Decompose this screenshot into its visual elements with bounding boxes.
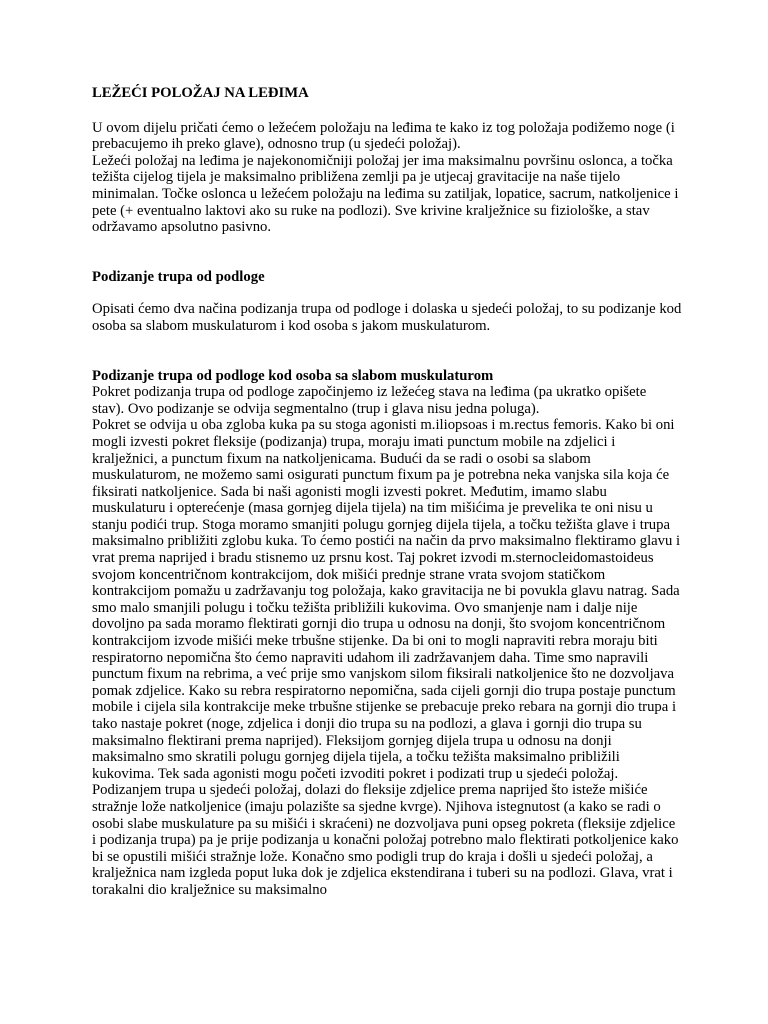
section-paragraph-lifting-trunk: Opisati ćemo dva načina podizanja trupa od podloge i dolaska u sjedeći položaj, to su podizanje kod osoba sa slabom muskulaturom i kod osoba s jakom muskulaturom. (92, 301, 682, 334)
weak-muscles-paragraph-2: Pokret se odvija u oba zgloba kuka pa su stoga agonisti m.iliopsoas i m.rectus femoris. Kako bi oni mogli izvesti pokret fleksije (podizanja) trupa, moraju imati punctum mobile na zdjelici i kralježnici, a punctum fixum na natkoljenicama. Budući da se radi o osobi sa slabom muskulaturom, ne možemo sami osigurati punctum fixum pa je potrebna neka vanjska sila koja će fiksirati natkoljenice. Sada bi naši agonisti mogli izvesti pokret. Međutim, imamo slabu muskulaturu i opterećenje (masa gornjeg dijela tijela) na tim mišićima je prevelika te oni nisu u stanju podići trup. Stoga moramo smanjiti polugu gornjeg dijela tijela, a točku težišta glave i trupa maksimalno približiti zglobu kuka. To ćemo postići na način da prvo maksimalno flektiramo glavu i vrat prema naprijed i bradu stisnemo uz prsnu kost. Taj pokret izvodi m.sternocleidomastoideus svojom koncentričnom kontrakcijom, dok mišići prednje strane vrata svojom statičkom kontrakcijom pomažu u zadržavanju tog položaja, kako gravitacija ne bi povukla glavu natrag. Sada smo malo smanjili polugu i točku težišta približili kukovima. Ovo smanjenje nam i dalje nije dovoljno pa sada moramo flektirati gornji dio trupa u odnosu na donji, što svojom koncentričnom kontrakcijom izvode mišići meke trbušne stijenke. Da bi oni to mogli napraviti rebra moraju biti respiratorno nepomična što ćemo napraviti udahom ili zadržavanjem daha. Time smo napravili punctum fixum na rebrima, a već prije smo vanjskom silom fiksirali natkoljenice što ne dozvoljava pomak zdjelice. Kako su rebra respiratorno nepomična, sada cijeli gornji dio trupa postaje punctum mobile i cijela sila kontrakcije meke trbušne stijenke se prebacuje preko rebara na gornji dio trupa i tako nastaje pokret (noge, zdjelica i donji dio trupa su na podlozi, a glava i gornji dio trupa su maksimalno flektirani prema naprijed). Fleksijom gornjeg dijela trupa u odnosu na donji maksimalno smo skratili polugu gornjeg dijela tijela, a točku težišta maksimalno približili kukovima. Tek sada agonisti mogu početi izvoditi pokret i podizati trup u sjedeći položaj. Podizanjem trupa u sjedeći položaj, dolazi do fleksije zdjelice prema naprijed što isteže mišiće stražnje lože natkoljenice (imaju polazište sa sjedne kvrge). Njihova istegnutost (a kako se radi o osobi slabe muskulature pa su mišići i skraćeni) ne dozvoljava puni opseg pokreta (fleksije zdjelice i podizanja trupa) pa je prije podizanja u konačni položaj potrebno malo flektirati potkoljenice kako bi se opustili mišići stražnje lože. Konačno smo podigli trup do kraja i došli u sjedeći položaj, a kralježnica nam izgleda poput luka dok je zdjelica ekstendirana i tuberi su na podlozi. Glava, vrat i torakalni dio kralježnice su maksimalno (92, 417, 681, 898)
weak-muscles-paragraph-1: Pokret podizanja trupa od podloge započinjemo iz ležećeg stava na leđima (pa ukratko opišete stav). Ovo podizanje se odvija segmentalno (trup i glava nisu jedna poluga). (92, 384, 647, 417)
section-heading-lifting-trunk: Podizanje trupa od podloge (92, 268, 265, 285)
intro-paragraph-2: Ležeći položaj na leđima je najekonomičniji položaj jer ima maksimalnu površinu oslonca, a točka težišta cijelog tijela je maksimalno približena zemlji pa je utjecaj gravitacije na naše tijelo minimalan. Točke oslonca u ležećem položaju na leđima su zatiljak, lopatice, sacrum, natkoljenice i pete (+ eventualno laktovi ako su ruke na podlozi). Sve krivine kralježnice su fiziološke, a stav održavamo apsolutno pasivno. (92, 152, 679, 236)
document-title: LEŽEĆI POLOŽAJ NA LEĐIMA (92, 85, 309, 101)
document-page (92, 85, 682, 899)
intro-paragraph-1: U ovom dijelu pričati ćemo o ležećem položaju na leđima te kako iz tog položaja podižemo noge (i prebacujemo ih preko glave), odnosno trup (u sjedeći položaj). (92, 119, 675, 153)
section-heading-weak-muscles: Podizanje trupa od podloge kod osoba sa slabom muskulaturom (92, 367, 494, 384)
